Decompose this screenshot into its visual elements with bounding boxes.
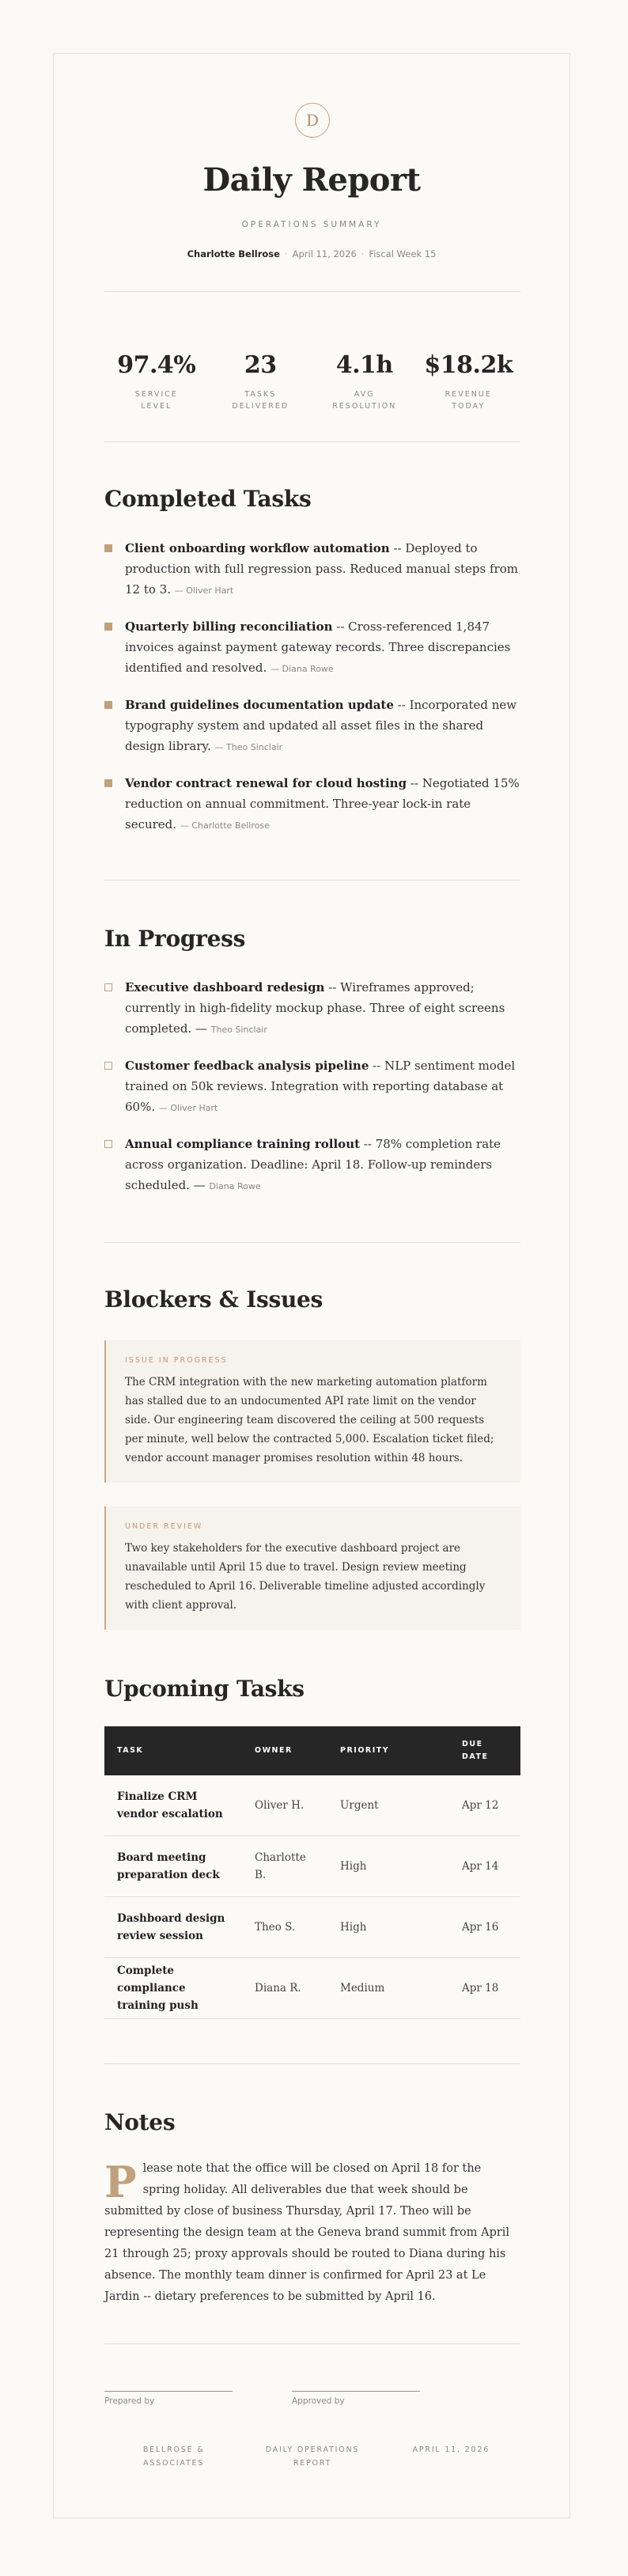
divider — [104, 880, 520, 881]
logo-monogram: D — [295, 103, 330, 138]
section-title-in-progress: In Progress — [104, 926, 246, 952]
column-header-due-date: DUE DATE — [449, 1726, 520, 1775]
signature-label: Prepared by — [104, 2396, 155, 2406]
report-date: April 11, 2026 — [292, 248, 357, 259]
square-outline-icon — [104, 983, 112, 991]
square-outline-icon — [104, 1062, 112, 1070]
report-page — [53, 53, 570, 2518]
table-row — [104, 1897, 520, 1958]
footer-company: BELLROSE & ASSOCIATES — [142, 2445, 205, 2468]
kpi-service-level — [104, 351, 209, 412]
kpi-label: SERVICE LEVEL — [134, 390, 178, 411]
notes-paragraph — [104, 2158, 520, 2308]
report-meta: Charlotte Bellrose · April 11, 2026 · Fiscal Week 15 — [187, 248, 437, 259]
table-header-row — [104, 1726, 520, 1775]
page-title: Daily Report — [202, 161, 421, 199]
kpi-label: REVENUE TODAY — [445, 390, 492, 411]
page-footer — [104, 2443, 520, 2470]
kpi-revenue-today — [417, 351, 521, 412]
list-item: Vendor contract renewal for cloud hosting -- Negotiated 15% reduction on annual commitment. Three-year lock-in rate secured. — Charlotte Bellrose — [104, 773, 520, 836]
upcoming-tasks-table — [104, 1726, 520, 2019]
column-header-priority: PRIORITY — [327, 1726, 449, 1775]
completed-task-list — [104, 538, 520, 836]
divider — [104, 441, 520, 442]
table-row — [104, 1775, 520, 1836]
square-bullet-icon — [104, 544, 112, 552]
cell-due: Apr 18 — [449, 1958, 520, 2019]
signature-approved — [292, 2391, 420, 2406]
divider — [104, 1242, 520, 1243]
section-title-completed: Completed Tasks — [104, 486, 312, 512]
column-header-task: TASK — [104, 1726, 242, 1775]
divider — [104, 291, 520, 292]
signature-prepared — [104, 2391, 233, 2406]
cell-owner: Charlotte B. — [242, 1836, 327, 1897]
section-title-upcoming: Upcoming Tasks — [104, 1676, 305, 1702]
section-title-blockers: Blockers & Issues — [104, 1286, 323, 1313]
table-row — [104, 1836, 520, 1897]
square-bullet-icon — [104, 623, 112, 631]
section-title-notes: Notes — [104, 2109, 176, 2135]
cell-priority: Medium — [327, 1958, 449, 2019]
divider — [104, 2343, 520, 2344]
kpi-value: 4.1h — [335, 351, 393, 379]
drop-cap: P — [104, 2157, 137, 2207]
list-item: Client onboarding workflow automation -- Deployed to production with full regression pass. Reduced manual steps from 12 to 3. — Oliver Hart — [104, 538, 520, 601]
in-progress-task-list — [104, 977, 520, 1197]
square-bullet-icon — [104, 701, 112, 709]
cell-task: Finalize CRM vendor escalation — [104, 1775, 242, 1836]
kpi-value: $18.2k — [424, 351, 513, 379]
blocker-card — [104, 1506, 520, 1630]
list-item: Annual compliance training rollout -- 78% completion rate across organization. Deadline: April 18. Follow-up reminders scheduled. — Diana Rowe — [104, 1134, 520, 1197]
author-name: Charlotte Bellrose — [187, 248, 280, 259]
cell-due: Apr 14 — [449, 1836, 520, 1897]
square-outline-icon — [104, 1140, 112, 1148]
cell-owner: Oliver H. — [242, 1775, 327, 1836]
blocker-card — [104, 1340, 520, 1483]
footer-date: APRIL 11, 2026 — [412, 2445, 490, 2454]
list-item: Brand guidelines documentation update -- Incorporated new typography system and updated all asset files in the shared design library. — Theo Sinclair — [104, 695, 520, 758]
kpi-value: 23 — [244, 351, 277, 379]
signature-label: Approved by — [292, 2396, 345, 2406]
blocker-text: The CRM integration with the new marketing automation platform has stalled due to an undocumented API rate limit on the vendor side. Our engineering team discovered the ceiling at 500 requests per minute, well below the contracted 5,000. Escalation ticket filed; vendor account manager promises resolution within 48 hours. — [125, 1376, 494, 1464]
cell-priority: High — [327, 1897, 449, 1958]
cell-due: Apr 12 — [449, 1775, 520, 1836]
blocker-text: Two key stakeholders for the executive dashboard project are unavailable until April 15 due to travel. Design review meeting rescheduled to April 16. Deliverable timeline adjusted accordingly with client approval. — [125, 1542, 486, 1612]
cell-task: Complete compliance training push — [104, 1958, 242, 2019]
kpi-label: AVG RESOLUTION — [332, 390, 397, 411]
cell-task: Dashboard design review session — [104, 1897, 242, 1958]
cell-owner: Diana R. — [242, 1958, 327, 2019]
notes-text: lease note that the office will be closed on April 18 for the spring holiday. All deliverables due that week should be submitted by close of business Thursday, April 17. Theo will be representing the design team at the Geneva brand summit from April 21 through 25; proxy approvals should be routed to Diana during his absence. The monthly team dinner is confirmed for April 23 at Le Jardin -- dietary preferences to be submitted by April 16. — [104, 2162, 510, 2303]
kpi-avg-resolution — [312, 351, 417, 412]
column-header-owner: OWNER — [242, 1726, 327, 1775]
kpi-tasks-delivered — [209, 351, 313, 412]
blocker-status-tag: ISSUE IN PROGRESS — [125, 1356, 228, 1365]
divider — [104, 2063, 520, 2064]
kpi-label: TASKS DELIVERED — [232, 390, 289, 411]
cell-priority: High — [327, 1836, 449, 1897]
square-bullet-icon — [104, 779, 112, 787]
list-item: Executive dashboard redesign -- Wireframes approved; currently in high-fidelity mockup phase. Three of eight screens completed. — Theo Sinclair — [104, 977, 520, 1040]
blocker-status-tag: UNDER REVIEW — [125, 1522, 203, 1531]
list-item: Quarterly billing reconciliation -- Cross-referenced 1,847 invoices against payment gateway records. Three discrepancies identified and resolved. — Diana Rowe — [104, 616, 520, 680]
cell-owner: Theo S. — [242, 1897, 327, 1958]
table-row — [104, 1958, 520, 2019]
cell-priority: Urgent — [327, 1775, 449, 1836]
fiscal-week: Fiscal Week 15 — [369, 248, 437, 259]
page-subtitle: OPERATIONS SUMMARY — [241, 220, 382, 229]
kpi-value: 97.4% — [117, 351, 196, 379]
kpi-strip — [104, 351, 520, 412]
list-item: Customer feedback analysis pipeline -- NLP sentiment model trained on 50k reviews. Integration with reporting database at 60%. — Oliver Hart — [104, 1055, 520, 1119]
cell-task: Board meeting preparation deck — [104, 1836, 242, 1897]
cell-due: Apr 16 — [449, 1897, 520, 1958]
footer-report-name: DAILY OPERATIONS REPORT — [265, 2445, 360, 2468]
